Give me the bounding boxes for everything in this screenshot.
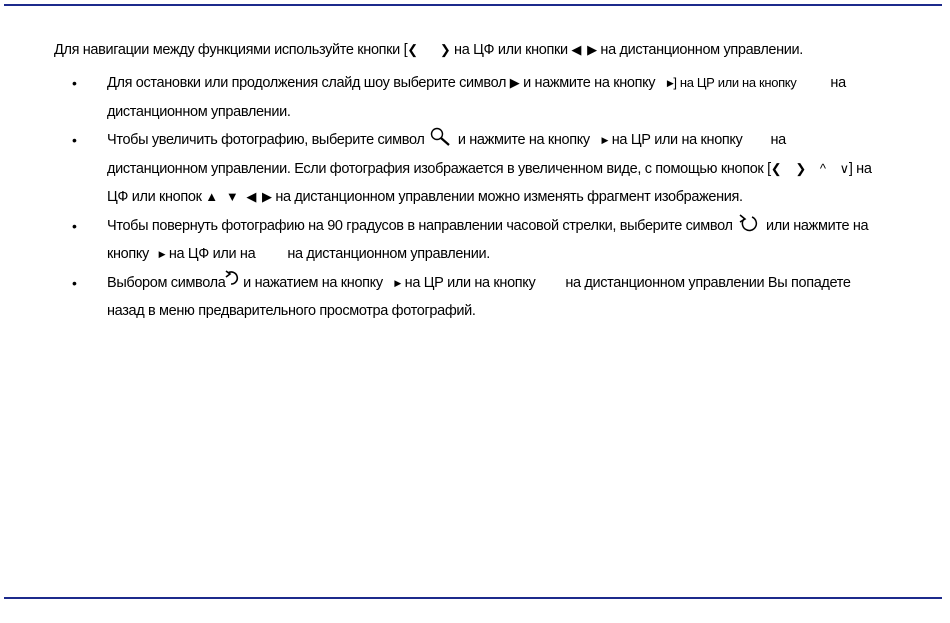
bullet-text: на дистанционном управлении Вы попадете bbox=[565, 274, 851, 291]
left-chevron-icon: ❮ bbox=[770, 160, 782, 176]
back-arrow-icon bbox=[225, 275, 239, 291]
small-play-icon: ▶ bbox=[158, 249, 166, 259]
bullet-text: и нажмите на кнопку bbox=[454, 132, 594, 148]
list-item bbox=[72, 126, 947, 212]
list-item bbox=[72, 269, 947, 326]
left-triangle-icon: ◀ bbox=[571, 42, 582, 57]
bullet-text: на bbox=[830, 75, 846, 91]
bullet-text: Для остановки или продолжения слайд шоу выберите символ bbox=[107, 75, 510, 91]
bullet-text: Чтобы увеличить фотографию, выберите символ bbox=[107, 132, 429, 148]
up-triangle-icon: ▲ bbox=[205, 189, 218, 204]
bullet-text: на дистанционном управлении. bbox=[287, 246, 490, 262]
intro-text-1: Для навигации между функциями используйте кнопки [ bbox=[54, 42, 408, 58]
instruction-list bbox=[72, 69, 947, 326]
bullet-text: на ЦР или на кнопку bbox=[608, 132, 743, 148]
bullet-text: на ЦР или на кнопку bbox=[400, 274, 536, 291]
right-triangle-icon: ▶ bbox=[262, 189, 272, 204]
bullet-text: и нажатием на кнопку bbox=[239, 274, 387, 291]
bullet-marker: • bbox=[72, 217, 77, 234]
bullet-text: назад в меню предварительного просмотра фотографий. bbox=[107, 303, 476, 319]
bullet-text: и нажмите на кнопку bbox=[519, 75, 659, 91]
list-item bbox=[72, 212, 947, 269]
list-item bbox=[72, 69, 947, 126]
bullet-marker: • bbox=[72, 75, 77, 91]
left-triangle-icon: ◀ bbox=[246, 189, 256, 204]
intro-paragraph bbox=[54, 40, 944, 60]
top-rule bbox=[4, 4, 942, 6]
bullet-text: Выбором символа bbox=[107, 274, 226, 291]
bullet-text: или нажмите на bbox=[762, 217, 869, 234]
intro-text-2: на ЦФ или кнопки bbox=[450, 42, 572, 58]
bottom-rule bbox=[4, 597, 942, 599]
small-play-icon: ▶ bbox=[601, 135, 609, 145]
bullet-text: на дистанционном управлении можно изменять фрагмент изображения. bbox=[271, 189, 743, 205]
intro-text-3: на дистанционном управлении. bbox=[596, 42, 803, 58]
bullet-text: дистанционном управлении. bbox=[107, 103, 291, 120]
bullet-marker: • bbox=[72, 132, 77, 148]
bullet-text: ] на bbox=[848, 160, 872, 177]
bullet-marker: • bbox=[72, 274, 77, 291]
right-chevron-icon: ❯ bbox=[439, 42, 451, 57]
right-triangle-icon: ▶ bbox=[587, 42, 597, 57]
rotate-clockwise-icon bbox=[736, 218, 762, 234]
bullet-text: дистанционном управлении. Если фотография изображается в увеличенном виде, с помощью кнопок [ bbox=[107, 160, 771, 177]
magnifier-icon bbox=[428, 132, 454, 148]
left-chevron-icon: ❮ bbox=[407, 42, 418, 57]
up-chevron-icon: ^ bbox=[819, 160, 826, 176]
bullet-text: на ЦФ или на bbox=[165, 246, 256, 262]
play-triangle-icon: ▶ bbox=[509, 75, 520, 90]
small-play-icon: ▶ bbox=[394, 277, 401, 288]
bullet-text: ЦФ или кнопок bbox=[107, 189, 206, 205]
bullet-text: Чтобы повернуть фотографию на 90 градусов в направлении часовой стрелки, выберите символ bbox=[107, 217, 737, 234]
bullet-text: кнопку bbox=[107, 246, 153, 262]
down-triangle-icon: ▼ bbox=[225, 189, 239, 204]
right-chevron-icon: ❯ bbox=[795, 160, 806, 176]
bullet-text: на bbox=[770, 132, 786, 148]
small-play-icon: ▶ bbox=[666, 78, 674, 88]
bullet-text: ] на ЦР или на кнопку bbox=[673, 75, 797, 90]
down-chevron-icon: ∨ bbox=[839, 160, 849, 176]
